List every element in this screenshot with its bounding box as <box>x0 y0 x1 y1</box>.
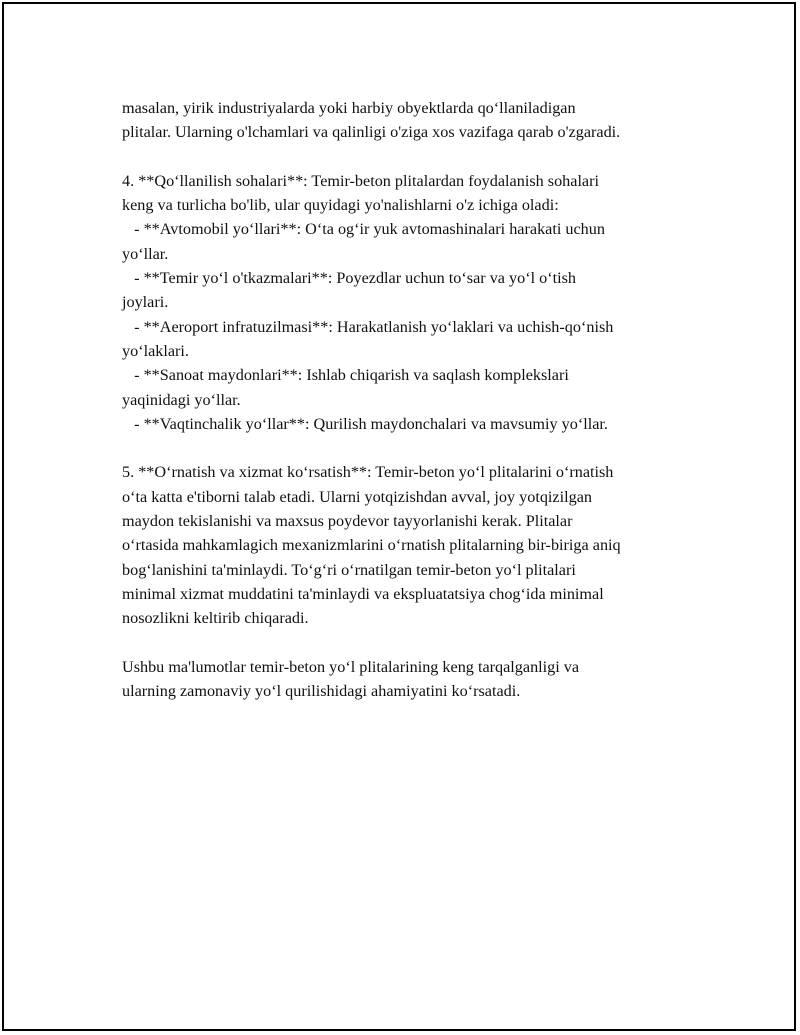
paragraph-spacer <box>122 436 702 460</box>
text-line: o‘ta katta e'tiborni talab etadi. Ularni yotqizishdan avval, joy yotqizilgan <box>122 487 592 506</box>
paragraph-spacer <box>122 631 702 655</box>
list-item-line: yo‘laklari. <box>122 341 189 360</box>
document-body <box>122 96 702 703</box>
text-line: masalan, yirik industriyalarda yoki harbiy obyektlarda qo‘llaniladigan <box>122 99 576 117</box>
conclusion-paragraph <box>122 655 702 704</box>
list-item-line: - **Temir yo‘l o'tkazmalari**: Poyezdlar uchun to‘sar va yo‘l o‘tish <box>122 269 577 288</box>
text-line: keng va turlicha bo'lib, ular quyidagi yo'nalishlarni o'z ichiga oladi: <box>122 196 559 215</box>
list-item-line: - **Avtomobil yo‘llari**: O‘ta og‘ir yuk avtomashinalari harakati uchun <box>122 220 605 239</box>
text-line: o‘rtasida mahkamlagich mexanizmlarini o‘rnatish plitalarning bir-biriga aniq <box>122 536 621 555</box>
text-line: ularning zamonaviy yo‘l qurilishidagi ahamiyatini ko‘rsatadi. <box>122 682 521 701</box>
paragraph-intro-continued <box>122 96 702 145</box>
list-item-line: joylari. <box>122 293 169 312</box>
paragraph-spacer <box>122 145 702 169</box>
section-4-usage-areas <box>122 169 702 436</box>
text-line: bog‘lanishini ta'minlaydi. To‘g‘ri o‘rnatilgan temir-beton yo‘l plitalari <box>122 560 576 579</box>
list-item-line: yo‘llar. <box>122 244 169 263</box>
list-item-line: - **Sanoat maydonlari**: Ishlab chiqarish va saqlash komplekslari <box>122 366 569 385</box>
list-item-line: - **Aeroport infratuzilmasi**: Harakatlanish yo‘laklari va uchish-qo‘nish <box>122 317 614 336</box>
section-heading-line: 5. **O‘rnatish va xizmat ko‘rsatish**: Temir-beton yo‘l plitalarini o‘rnatish <box>122 463 614 482</box>
section-heading-line: 4. **Qo‘llanilish sohalari**: Temir-beton plitalardan foydalanish sohalari <box>122 171 600 190</box>
section-5-installation <box>122 460 702 630</box>
text-line: nosozlikni keltirib chiqaradi. <box>122 609 309 628</box>
list-item-line: - **Vaqtinchalik yo‘llar**: Qurilish maydonchalari va mavsumiy yo‘llar. <box>122 414 608 433</box>
text-line: plitalar. Ularning o'lchamlari va qalinligi o'ziga xos vazifaga qarab o'zgaradi. <box>122 123 621 142</box>
document-page <box>2 2 796 1031</box>
text-line: minimal xizmat muddatini ta'minlaydi va ekspluatatsiya chog‘ida minimal <box>122 584 604 603</box>
text-line: maydon tekislanishi va maxsus poydevor tayyorlanishi kerak. Plitalar <box>122 512 573 531</box>
text-line: Ushbu ma'lumotlar temir-beton yo‘l plitalarining keng tarqalganligi va <box>122 657 580 676</box>
list-item-line: yaqinidagi yo‘llar. <box>122 390 241 409</box>
